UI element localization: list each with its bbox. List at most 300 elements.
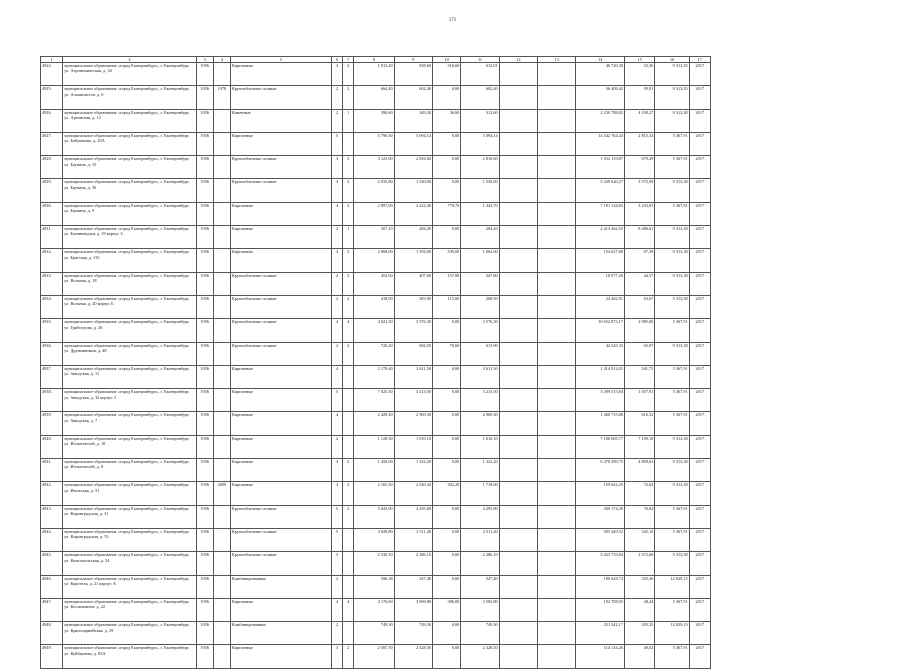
entrances-cell bbox=[343, 575, 354, 598]
planned-year-cell: 2017 bbox=[689, 365, 710, 388]
address-cell: муниципальное образование «город Екатеринбург», г. Екатеринбург, ул. Заводская, д. 7 bbox=[63, 412, 196, 435]
residential-area-cell: 268,50 bbox=[461, 295, 499, 318]
address-cell: муниципальное образование «город Екатеринбург», г. Екатеринбург, ул. Артинская, д. 12 bbox=[63, 109, 196, 132]
unit-cost-cell: 49,02 bbox=[624, 645, 654, 668]
year-reconstructed-cell: 2009 bbox=[213, 482, 230, 505]
nonresidential-area-cell: 0,00 bbox=[433, 459, 461, 482]
year-reconstructed-cell bbox=[213, 528, 230, 551]
floors-cell: 3 bbox=[332, 552, 343, 575]
column-12-cell bbox=[499, 528, 537, 551]
repair-cost-cell: 1 912 119,87 bbox=[576, 156, 625, 179]
column-12-cell bbox=[499, 482, 537, 505]
nonresidential-area-cell: 0,00 bbox=[433, 319, 461, 342]
year-reconstructed-cell bbox=[213, 505, 230, 528]
residential-area-cell: 3 583,80 bbox=[461, 598, 499, 621]
unit-cost-cell: 679,29 bbox=[624, 156, 654, 179]
max-unit-cost-cell: 9 313,38 bbox=[655, 435, 689, 458]
planned-year-cell: 2017 bbox=[689, 552, 710, 575]
wall-material-cell: Крупноблочные силикат bbox=[230, 505, 331, 528]
residential-area-cell: 1 010,10 bbox=[461, 435, 499, 458]
total-area-cell: 2 035,80 bbox=[354, 179, 394, 202]
unit-cost-cell: 7 109,10 bbox=[624, 435, 654, 458]
floors-cell: 4 bbox=[332, 598, 343, 621]
premises-area-cell: 284,20 bbox=[394, 226, 432, 249]
total-area-cell: 1 013,20 bbox=[354, 63, 394, 86]
column-12-cell bbox=[499, 132, 537, 155]
repair-cost-cell: 300 174,39 bbox=[576, 505, 625, 528]
wall-material-cell: Крупноблочные силикат bbox=[230, 272, 331, 295]
year-built-cell: 1956 bbox=[196, 226, 213, 249]
max-unit-cost-cell: 5 367,91 bbox=[655, 389, 689, 412]
repair-cost-cell: 18 977,20 bbox=[576, 272, 625, 295]
unit-cost-cell: 72,63 bbox=[624, 482, 654, 505]
row-number-cell: 4929. bbox=[41, 179, 63, 202]
premises-area-cell: 349,20 bbox=[394, 109, 432, 132]
repair-cost-cell: 5 439 620,27 bbox=[576, 179, 625, 202]
row-number-cell: 4935. bbox=[41, 319, 63, 342]
residential-area-cell: 247,80 bbox=[461, 272, 499, 295]
residential-area-cell: 284,20 bbox=[461, 226, 499, 249]
column-12-cell bbox=[499, 412, 537, 435]
row-number-cell: 4943. bbox=[41, 505, 63, 528]
address-cell: муниципальное образование «город Екатеринбург», г. Екатеринбург, ул. Кировградская, д. 53 bbox=[63, 528, 196, 551]
residential-area-cell: 3 576,30 bbox=[461, 319, 499, 342]
floors-cell: 3 bbox=[332, 645, 343, 668]
entrances-cell: 3 bbox=[343, 202, 354, 225]
column-number: 17 bbox=[689, 57, 710, 63]
planned-year-cell: 2017 bbox=[689, 132, 710, 155]
unit-cost-cell: 2 985,00 bbox=[624, 319, 654, 342]
column-12-cell bbox=[499, 645, 537, 668]
year-reconstructed-cell bbox=[213, 622, 230, 645]
wall-material-cell: Кирпичные bbox=[230, 459, 331, 482]
max-unit-cost-cell: 5 367,91 bbox=[655, 365, 689, 388]
address-cell: муниципальное образование «город Екатеринбург», г. Екатеринбург, ул. Бабушкина, д. 20А bbox=[63, 132, 196, 155]
wall-material-cell: Кирпичные bbox=[230, 365, 331, 388]
wall-material-cell: Крупноблочные силикат bbox=[230, 156, 331, 179]
floors-cell: 2 bbox=[332, 435, 343, 458]
column-13-cell bbox=[538, 319, 576, 342]
premises-area-cell: 3 576,30 bbox=[394, 319, 432, 342]
wall-material-cell: Кирпичные bbox=[230, 412, 331, 435]
residential-area-cell: 1 322,20 bbox=[461, 459, 499, 482]
row-number-cell: 4946. bbox=[41, 575, 63, 598]
address-cell: муниципальное образование «город Екатеринбург», г. Екатеринбург, ул. Космонавтов, д. 22 bbox=[63, 598, 196, 621]
unit-cost-cell: 335,35 bbox=[624, 622, 654, 645]
wall-material-cell: Кирпичные bbox=[230, 598, 331, 621]
column-13-cell bbox=[538, 598, 576, 621]
address-cell: муниципальное образование «город Екатеринбург», г. Екатеринбург, ул. Коротеля, д. 21 корпус А bbox=[63, 575, 196, 598]
nonresidential-area-cell: 0,00 bbox=[433, 179, 461, 202]
max-unit-cost-cell: 9 313,38 bbox=[655, 179, 689, 202]
column-13-cell bbox=[538, 63, 576, 86]
max-unit-cost-cell: 5 367,91 bbox=[655, 598, 689, 621]
premises-area-cell: 602,40 bbox=[394, 86, 432, 109]
entrances-cell: 4 bbox=[343, 319, 354, 342]
premises-area-cell: 2 816,60 bbox=[394, 156, 432, 179]
row-number-cell: 4926. bbox=[41, 109, 63, 132]
row-number-cell: 4945. bbox=[41, 552, 63, 575]
address-cell: муниципальное образование «город Екатеринбург», г. Екатеринбург, ул. Заводская, д. 32 корпус 5 bbox=[63, 389, 196, 412]
floors-cell: 2 bbox=[332, 226, 343, 249]
floors-cell: 3 bbox=[332, 63, 343, 86]
address-cell: муниципальное образование «город Екатеринбург», г. Екатеринбург, ул. Заводская, д. 11 bbox=[63, 365, 196, 388]
repair-cost-cell: 1 414 812,01 bbox=[576, 365, 625, 388]
column-12-cell bbox=[499, 389, 537, 412]
year-built-cell: 1956 bbox=[196, 202, 213, 225]
column-13-cell bbox=[538, 132, 576, 155]
wall-material-cell: Крупноблочные силикат bbox=[230, 179, 331, 202]
premises-area-cell: 5 094,14 bbox=[394, 132, 432, 155]
address-cell: муниципальное образование «город Екатеринбург», г. Екатеринбург, ул. Июльская, д. 51 bbox=[63, 482, 196, 505]
year-built-cell: 1956 bbox=[196, 435, 213, 458]
table-row bbox=[41, 342, 711, 365]
column-13-cell bbox=[538, 528, 576, 551]
column-13-cell bbox=[538, 272, 576, 295]
floors-cell: 2 bbox=[332, 272, 343, 295]
premises-area-cell: 4 295,80 bbox=[394, 505, 432, 528]
year-reconstructed-cell bbox=[213, 109, 230, 132]
entrances-cell: 1 bbox=[343, 109, 354, 132]
premises-area-cell: 928,60 bbox=[394, 63, 432, 86]
total-area-cell: 307,10 bbox=[354, 226, 394, 249]
max-unit-cost-cell: 5 367,91 bbox=[655, 202, 689, 225]
planned-year-cell: 2017 bbox=[689, 179, 710, 202]
table-row bbox=[41, 202, 711, 225]
max-unit-cost-cell: 9 313,38 bbox=[655, 295, 689, 318]
entrances-cell: 2 bbox=[343, 86, 354, 109]
column-12-cell bbox=[499, 295, 537, 318]
planned-year-cell: 2017 bbox=[689, 202, 710, 225]
year-built-cell: 1956 bbox=[196, 598, 213, 621]
max-unit-cost-cell: 5 367,91 bbox=[655, 319, 689, 342]
max-unit-cost-cell: 9 313,38 bbox=[655, 226, 689, 249]
table-row bbox=[41, 109, 711, 132]
nonresidential-area-cell: 0,00 bbox=[433, 435, 461, 458]
entrances-cell bbox=[343, 365, 354, 388]
max-unit-cost-cell: 9 313,35 bbox=[655, 63, 689, 86]
floors-cell: 2 bbox=[332, 575, 343, 598]
residential-area-cell: 4 295,80 bbox=[461, 505, 499, 528]
entrances-cell: 2 bbox=[343, 342, 354, 365]
premises-area-cell: 2 611,50 bbox=[394, 365, 432, 388]
planned-year-cell: 2017 bbox=[689, 435, 710, 458]
column-12-cell bbox=[499, 319, 537, 342]
year-built-cell: 1956 bbox=[196, 575, 213, 598]
entrances-cell: 1 bbox=[343, 226, 354, 249]
address-cell: муниципальное образование «город Екатеринбург», г. Екатеринбург, ул. Бахчиванджи, д. 19 корпус 3 bbox=[63, 226, 196, 249]
column-13-cell bbox=[538, 435, 576, 458]
max-unit-cost-cell: 9 313,38 bbox=[655, 459, 689, 482]
wall-material-cell: Кирпичные bbox=[230, 389, 331, 412]
year-built-cell: 1956 bbox=[196, 156, 213, 179]
residential-area-cell: 2 611,50 bbox=[461, 365, 499, 388]
column-number: 10 bbox=[433, 57, 461, 63]
column-12-cell bbox=[499, 86, 537, 109]
column-number: 13 bbox=[538, 57, 576, 63]
address-cell: муниципальное образование «город Екатеринбург», г. Екатеринбург, ул. Альпинистов, д. 6 bbox=[63, 86, 196, 109]
entrances-cell: 2 bbox=[343, 272, 354, 295]
year-reconstructed-cell bbox=[213, 132, 230, 155]
premises-area-cell: 407,60 bbox=[394, 272, 432, 295]
nonresidential-area-cell: 0,00 bbox=[433, 365, 461, 388]
floors-cell: 5 bbox=[332, 389, 343, 412]
floors-cell: 2 bbox=[332, 109, 343, 132]
column-number: 12 bbox=[499, 57, 537, 63]
max-unit-cost-cell: 5 367,91 bbox=[655, 412, 689, 435]
column-number: 11 bbox=[461, 57, 499, 63]
repair-cost-cell: 6 478 399,75 bbox=[576, 459, 625, 482]
premises-area-cell: 1 010,10 bbox=[394, 435, 432, 458]
table-row bbox=[41, 389, 711, 412]
entrances-cell bbox=[343, 552, 354, 575]
address-cell: муниципальное образование «город Екатеринбург», г. Екатеринбург, ул. Вольная, д. 18 bbox=[63, 272, 196, 295]
year-reconstructed-cell bbox=[213, 295, 230, 318]
unit-cost-cell: 97,39 bbox=[624, 249, 654, 272]
total-area-cell: 2 068,00 bbox=[354, 249, 394, 272]
unit-cost-cell: 541,75 bbox=[624, 365, 654, 388]
year-built-cell: 1956 bbox=[196, 389, 213, 412]
table-row bbox=[41, 528, 711, 551]
wall-material-cell: Крупноблочные силикат bbox=[230, 342, 331, 365]
unit-cost-cell: 65,07 bbox=[624, 342, 654, 365]
planned-year-cell: 2017 bbox=[689, 528, 710, 551]
residential-area-cell: 602,40 bbox=[461, 86, 499, 109]
max-unit-cost-cell: 5 367,91 bbox=[655, 132, 689, 155]
total-area-cell: 2 587,50 bbox=[354, 645, 394, 668]
unit-cost-cell: 616,52 bbox=[624, 412, 654, 435]
address-cell: муниципальное образование «город Екатеринбург», г. Екатеринбург, ул. Комсомольская, д. 54 bbox=[63, 552, 196, 575]
table-row bbox=[41, 505, 711, 528]
nonresidential-area-cell: 316,60 bbox=[433, 63, 461, 86]
year-built-cell: 1956 bbox=[196, 552, 213, 575]
repair-cost-cell: 44 545,33 bbox=[576, 342, 625, 365]
repair-cost-cell: 159 642,29 bbox=[576, 482, 625, 505]
premises-area-cell: 2 222,40 bbox=[394, 202, 432, 225]
unit-cost-cell: 8 486,61 bbox=[624, 226, 654, 249]
column-13-cell bbox=[538, 365, 576, 388]
column-12-cell bbox=[499, 575, 537, 598]
floors-cell: 2 bbox=[332, 342, 343, 365]
column-number: 14 bbox=[576, 57, 625, 63]
unit-cost-cell: 48,44 bbox=[624, 598, 654, 621]
residential-area-cell: 2 328,50 bbox=[461, 645, 499, 668]
column-13-cell bbox=[538, 342, 576, 365]
row-number-cell: 4931. bbox=[41, 226, 63, 249]
planned-year-cell: 2017 bbox=[689, 156, 710, 179]
address-cell: муниципальное образование «город Екатеринбург», г. Екатеринбург, ул. Баумана, д. 9 bbox=[63, 202, 196, 225]
table-row bbox=[41, 645, 711, 668]
unit-cost-cell: 63,67 bbox=[624, 295, 654, 318]
nonresidential-area-cell: 0,00 bbox=[433, 156, 461, 179]
column-number: 1 bbox=[41, 57, 63, 63]
premises-area-cell: 547,40 bbox=[394, 575, 432, 598]
column-13-cell bbox=[538, 622, 576, 645]
row-number-cell: 4938. bbox=[41, 389, 63, 412]
column-12-cell bbox=[499, 598, 537, 621]
max-unit-cost-cell: 9 313,38 bbox=[655, 249, 689, 272]
unit-cost-cell: 4 198,27 bbox=[624, 109, 654, 132]
column-13-cell bbox=[538, 295, 576, 318]
nonresidential-area-cell: 36,60 bbox=[433, 109, 461, 132]
table-row bbox=[41, 272, 711, 295]
row-number-cell: 4940. bbox=[41, 435, 63, 458]
year-reconstructed-cell bbox=[213, 249, 230, 272]
address-cell: муниципальное образование «город Екатеринбург», г. Екатеринбург, ул. Баумана, д. 36 bbox=[63, 179, 196, 202]
year-reconstructed-cell bbox=[213, 459, 230, 482]
table-row bbox=[41, 552, 711, 575]
year-built-cell: 1956 bbox=[196, 622, 213, 645]
planned-year-cell: 2017 bbox=[689, 459, 710, 482]
unit-cost-cell: 70,84 bbox=[624, 505, 654, 528]
nonresidential-area-cell: 0,00 bbox=[433, 505, 461, 528]
entrances-cell bbox=[343, 435, 354, 458]
nonresidential-area-cell: 0,00 bbox=[433, 622, 461, 645]
floors-cell: 3 bbox=[332, 249, 343, 272]
repair-cost-cell: 2 250 788,82 bbox=[576, 109, 625, 132]
column-13-cell bbox=[538, 86, 576, 109]
year-reconstructed-cell bbox=[213, 412, 230, 435]
year-built-cell: 1956 bbox=[196, 86, 213, 109]
nonresidential-area-cell: 778,70 bbox=[433, 202, 461, 225]
repair-cost-cell: 7 180 605,77 bbox=[576, 435, 625, 458]
nonresidential-area-cell: 157,80 bbox=[433, 272, 461, 295]
nonresidential-area-cell: 386,00 bbox=[433, 598, 461, 621]
entrances-cell bbox=[343, 528, 354, 551]
table-row bbox=[41, 249, 711, 272]
floors-cell: 3 bbox=[332, 459, 343, 482]
column-13-cell bbox=[538, 249, 576, 272]
column-12-cell bbox=[499, 552, 537, 575]
planned-year-cell: 2017 bbox=[689, 342, 710, 365]
row-number-cell: 4937. bbox=[41, 365, 63, 388]
unit-cost-cell: 335,36 bbox=[624, 575, 654, 598]
column-number: 4 bbox=[213, 57, 230, 63]
column-12-cell bbox=[499, 435, 537, 458]
repair-cost-cell: 1 460 715,88 bbox=[576, 412, 625, 435]
year-reconstructed-cell bbox=[213, 552, 230, 575]
repair-cost-cell: 5 423 753,84 bbox=[576, 552, 625, 575]
row-number-cell: 4924. bbox=[41, 63, 63, 86]
column-number: 15 bbox=[624, 57, 654, 63]
row-number-cell: 4925. bbox=[41, 86, 63, 109]
year-reconstructed-cell bbox=[213, 645, 230, 668]
premises-area-cell: 2 020,30 bbox=[394, 482, 432, 505]
row-number-cell: 4934. bbox=[41, 295, 63, 318]
entrances-cell bbox=[343, 412, 354, 435]
unit-cost-cell: 345,10 bbox=[624, 528, 654, 551]
unit-cost-cell: 1 057,91 bbox=[624, 389, 654, 412]
residential-area-cell: 749,30 bbox=[461, 622, 499, 645]
planned-year-cell: 2017 bbox=[689, 482, 710, 505]
max-unit-cost-cell: 12 829,13 bbox=[655, 575, 689, 598]
year-built-cell: 1956 bbox=[196, 528, 213, 551]
wall-material-cell: Кирпичные bbox=[230, 132, 331, 155]
column-13-cell bbox=[538, 505, 576, 528]
entrances-cell bbox=[343, 132, 354, 155]
floors-cell: 3 bbox=[332, 179, 343, 202]
year-reconstructed-cell bbox=[213, 342, 230, 365]
nonresidential-area-cell: 0,00 bbox=[433, 86, 461, 109]
column-12-cell bbox=[499, 202, 537, 225]
total-area-cell: 5 843,90 bbox=[354, 505, 394, 528]
address-cell: муниципальное образование «город Екатеринбург», г. Екатеринбург, ул. Красноармейская, д. 29 bbox=[63, 622, 196, 645]
entrances-cell: 3 bbox=[343, 482, 354, 505]
wall-material-cell: Комбинированные bbox=[230, 575, 331, 598]
planned-year-cell: 2017 bbox=[689, 389, 710, 412]
planned-year-cell: 2017 bbox=[689, 295, 710, 318]
page-number: 171 bbox=[448, 18, 457, 23]
column-13-cell bbox=[538, 412, 576, 435]
premises-area-cell: 2 969,30 bbox=[394, 412, 432, 435]
total-area-cell: 749,30 bbox=[354, 622, 394, 645]
row-number-cell: 4942. bbox=[41, 482, 63, 505]
address-cell: муниципальное образование «город Екатеринбург», г. Екатеринбург, ул. Испытателей, д. 8 bbox=[63, 459, 196, 482]
planned-year-cell: 2017 bbox=[689, 505, 710, 528]
column-13-cell bbox=[538, 459, 576, 482]
total-area-cell: 4 176,60 bbox=[354, 598, 394, 621]
column-13-cell bbox=[538, 389, 576, 412]
total-area-cell: 2 165,50 bbox=[354, 482, 394, 505]
unit-cost-cell: 2 815,34 bbox=[624, 132, 654, 155]
entrances-cell: 2 bbox=[343, 63, 354, 86]
address-cell: муниципальное образование «город Екатеринбург», г. Екатеринбург, ул. Испытателей, д. 10 bbox=[63, 435, 196, 458]
table-row bbox=[41, 63, 711, 86]
total-area-cell: 1 450,00 bbox=[354, 459, 394, 482]
repair-cost-cell: 180 628,74 bbox=[576, 575, 625, 598]
premises-area-cell: 1 594,00 bbox=[394, 249, 432, 272]
address-cell: муниципальное образование «город Екатеринбург», г. Екатеринбург, ул. Дружинников, д. 48 bbox=[63, 342, 196, 365]
table-row bbox=[41, 575, 711, 598]
repair-cost-cell: 3 399 515,84 bbox=[576, 389, 625, 412]
table-row bbox=[41, 132, 711, 155]
column-12-cell bbox=[499, 272, 537, 295]
total-area-cell: 3 123,90 bbox=[354, 156, 394, 179]
premises-area-cell: 1 322,20 bbox=[394, 459, 432, 482]
year-reconstructed-cell bbox=[213, 365, 230, 388]
premises-area-cell: 2 328,50 bbox=[394, 645, 432, 668]
repair-cost-cell: 192 708,05 bbox=[576, 598, 625, 621]
entrances-cell: 2 bbox=[343, 505, 354, 528]
address-cell: муниципальное образование «город Екатеринбург», г. Екатеринбург, ул. Баумана, д. 15 bbox=[63, 156, 196, 179]
residential-area-cell: 613,90 bbox=[461, 342, 499, 365]
column-13-cell bbox=[538, 202, 576, 225]
planned-year-cell: 2017 bbox=[689, 226, 710, 249]
wall-material-cell: Кирпичные bbox=[230, 482, 331, 505]
year-built-cell: 1956 bbox=[196, 179, 213, 202]
wall-material-cell: Кирпичные bbox=[230, 249, 331, 272]
planned-year-cell: 2017 bbox=[689, 412, 710, 435]
column-12-cell bbox=[499, 459, 537, 482]
premises-area-cell: 2 286,10 bbox=[394, 552, 432, 575]
column-13-cell bbox=[538, 179, 576, 202]
repair-cost-cell: 905 449,52 bbox=[576, 528, 625, 551]
entrances-cell bbox=[343, 622, 354, 645]
residential-area-cell: 1 718,00 bbox=[461, 482, 499, 505]
year-reconstructed-cell bbox=[213, 63, 230, 86]
year-built-cell: 1956 bbox=[196, 295, 213, 318]
planned-year-cell: 2017 bbox=[689, 86, 710, 109]
column-13-cell bbox=[538, 109, 576, 132]
residential-area-cell: 1 530,00 bbox=[461, 179, 499, 202]
total-area-cell: 4 021,50 bbox=[354, 319, 394, 342]
housing-register-table bbox=[40, 56, 711, 669]
max-unit-cost-cell: 5 367,91 bbox=[655, 528, 689, 551]
column-number: 7 bbox=[343, 57, 354, 63]
row-number-cell: 4932. bbox=[41, 249, 63, 272]
premises-area-cell: 383,90 bbox=[394, 295, 432, 318]
residential-area-cell: 2 969,30 bbox=[461, 412, 499, 435]
